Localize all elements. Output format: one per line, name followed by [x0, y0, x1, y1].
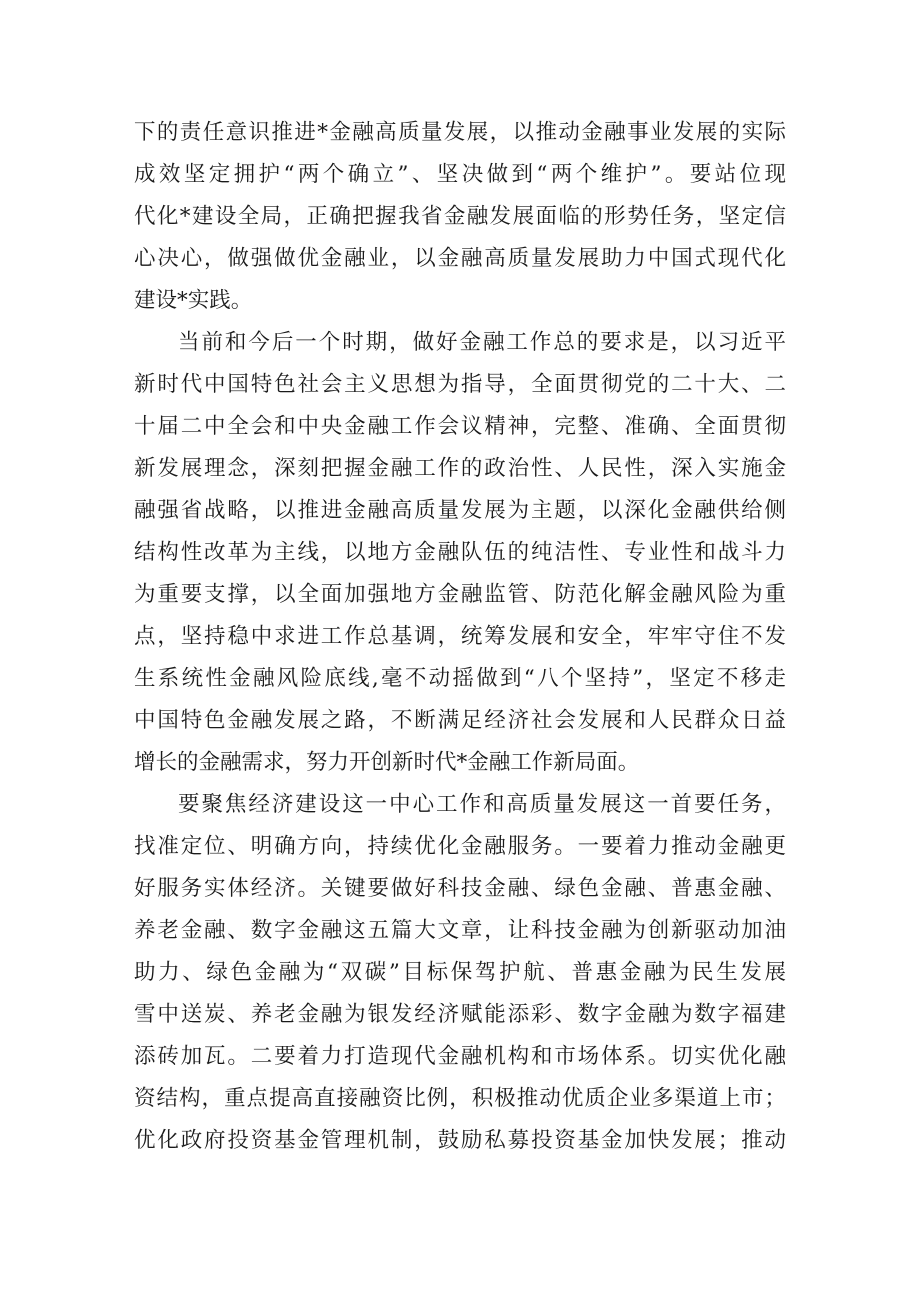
text-line: 中国特色金融发展之路，不断满足经济社会发展和人民群众日益	[134, 708, 786, 733]
text-line: 当前和今后一个时期，做好金融工作总的要求是，以习近平	[178, 330, 786, 355]
text-line: 新发展理念，深刻把握金融工作的政治性、人民性，深入实施金	[134, 456, 786, 481]
text-line: 找准定位、明确方向，持续优化金融服务。一要着力推动金融更	[134, 834, 786, 859]
text-line: 心决心，做强做优金融业，以金融高质量发展助力中国式现代化	[134, 246, 786, 271]
paragraph-1	[134, 112, 786, 322]
text-line: 养老金融、数字金融这五篇大文章，让科技金融为创新驱动加油	[134, 918, 786, 943]
paragraph-2	[134, 322, 786, 784]
text-line: 点，坚持稳中求进工作总基调，统筹发展和安全，牢牢守住不发	[134, 624, 786, 649]
document-body	[134, 112, 786, 1162]
text-line: 代化*建设全局，正确把握我省金融发展面临的形势任务，坚定信	[134, 204, 786, 229]
text-line: 新时代中国特色社会主义思想为指导，全面贯彻党的二十大、二	[134, 372, 786, 397]
text-line: 添砖加瓦。二要着力打造现代金融机构和市场体系。切实优化融	[134, 1044, 786, 1069]
text-line: 要聚焦经济建设这一中心工作和高质量发展这一首要任务，	[178, 792, 786, 817]
text-line: 增长的金融需求，努力开创新时代*金融工作新局面。	[134, 750, 640, 775]
text-line: 雪中送炭、养老金融为银发经济赋能添彩、数字金融为数字福建	[134, 1002, 786, 1027]
text-line: 为重要支撑，以全面加强地方金融监管、防范化解金融风险为重	[134, 582, 786, 607]
text-line: 下的责任意识推进*金融高质量发展，以推动金融事业发展的实际	[134, 120, 786, 145]
text-line: 助力、绿色金融为“双碳”目标保驾护航、普惠金融为民生发展	[134, 960, 786, 985]
text-line: 融强省战略，以推进金融高质量发展为主题，以深化金融供给侧	[134, 498, 786, 523]
text-line: 结构性改革为主线，以地方金融队伍的纯洁性、专业性和战斗力	[134, 540, 786, 565]
text-line: 好服务实体经济。关键要做好科技金融、绿色金融、普惠金融、	[134, 876, 786, 901]
text-line: 生系统性金融风险底线,毫不动摇做到“八个坚持”，坚定不移走	[134, 666, 786, 691]
text-line: 十届二中全会和中央金融工作会议精神，完整、准确、全面贯彻	[134, 414, 786, 439]
text-line: 优化政府投资基金管理机制，鼓励私募投资基金加快发展；推动	[134, 1128, 786, 1153]
paragraph-3	[134, 784, 786, 1162]
text-line: 建设*实践。	[134, 288, 253, 313]
text-line: 资结构，重点提高直接融资比例，积极推动优质企业多渠道上市；	[134, 1086, 786, 1111]
text-line: 成效坚定拥护“两个确立”、坚决做到“两个维护”。要站位现	[134, 162, 786, 187]
